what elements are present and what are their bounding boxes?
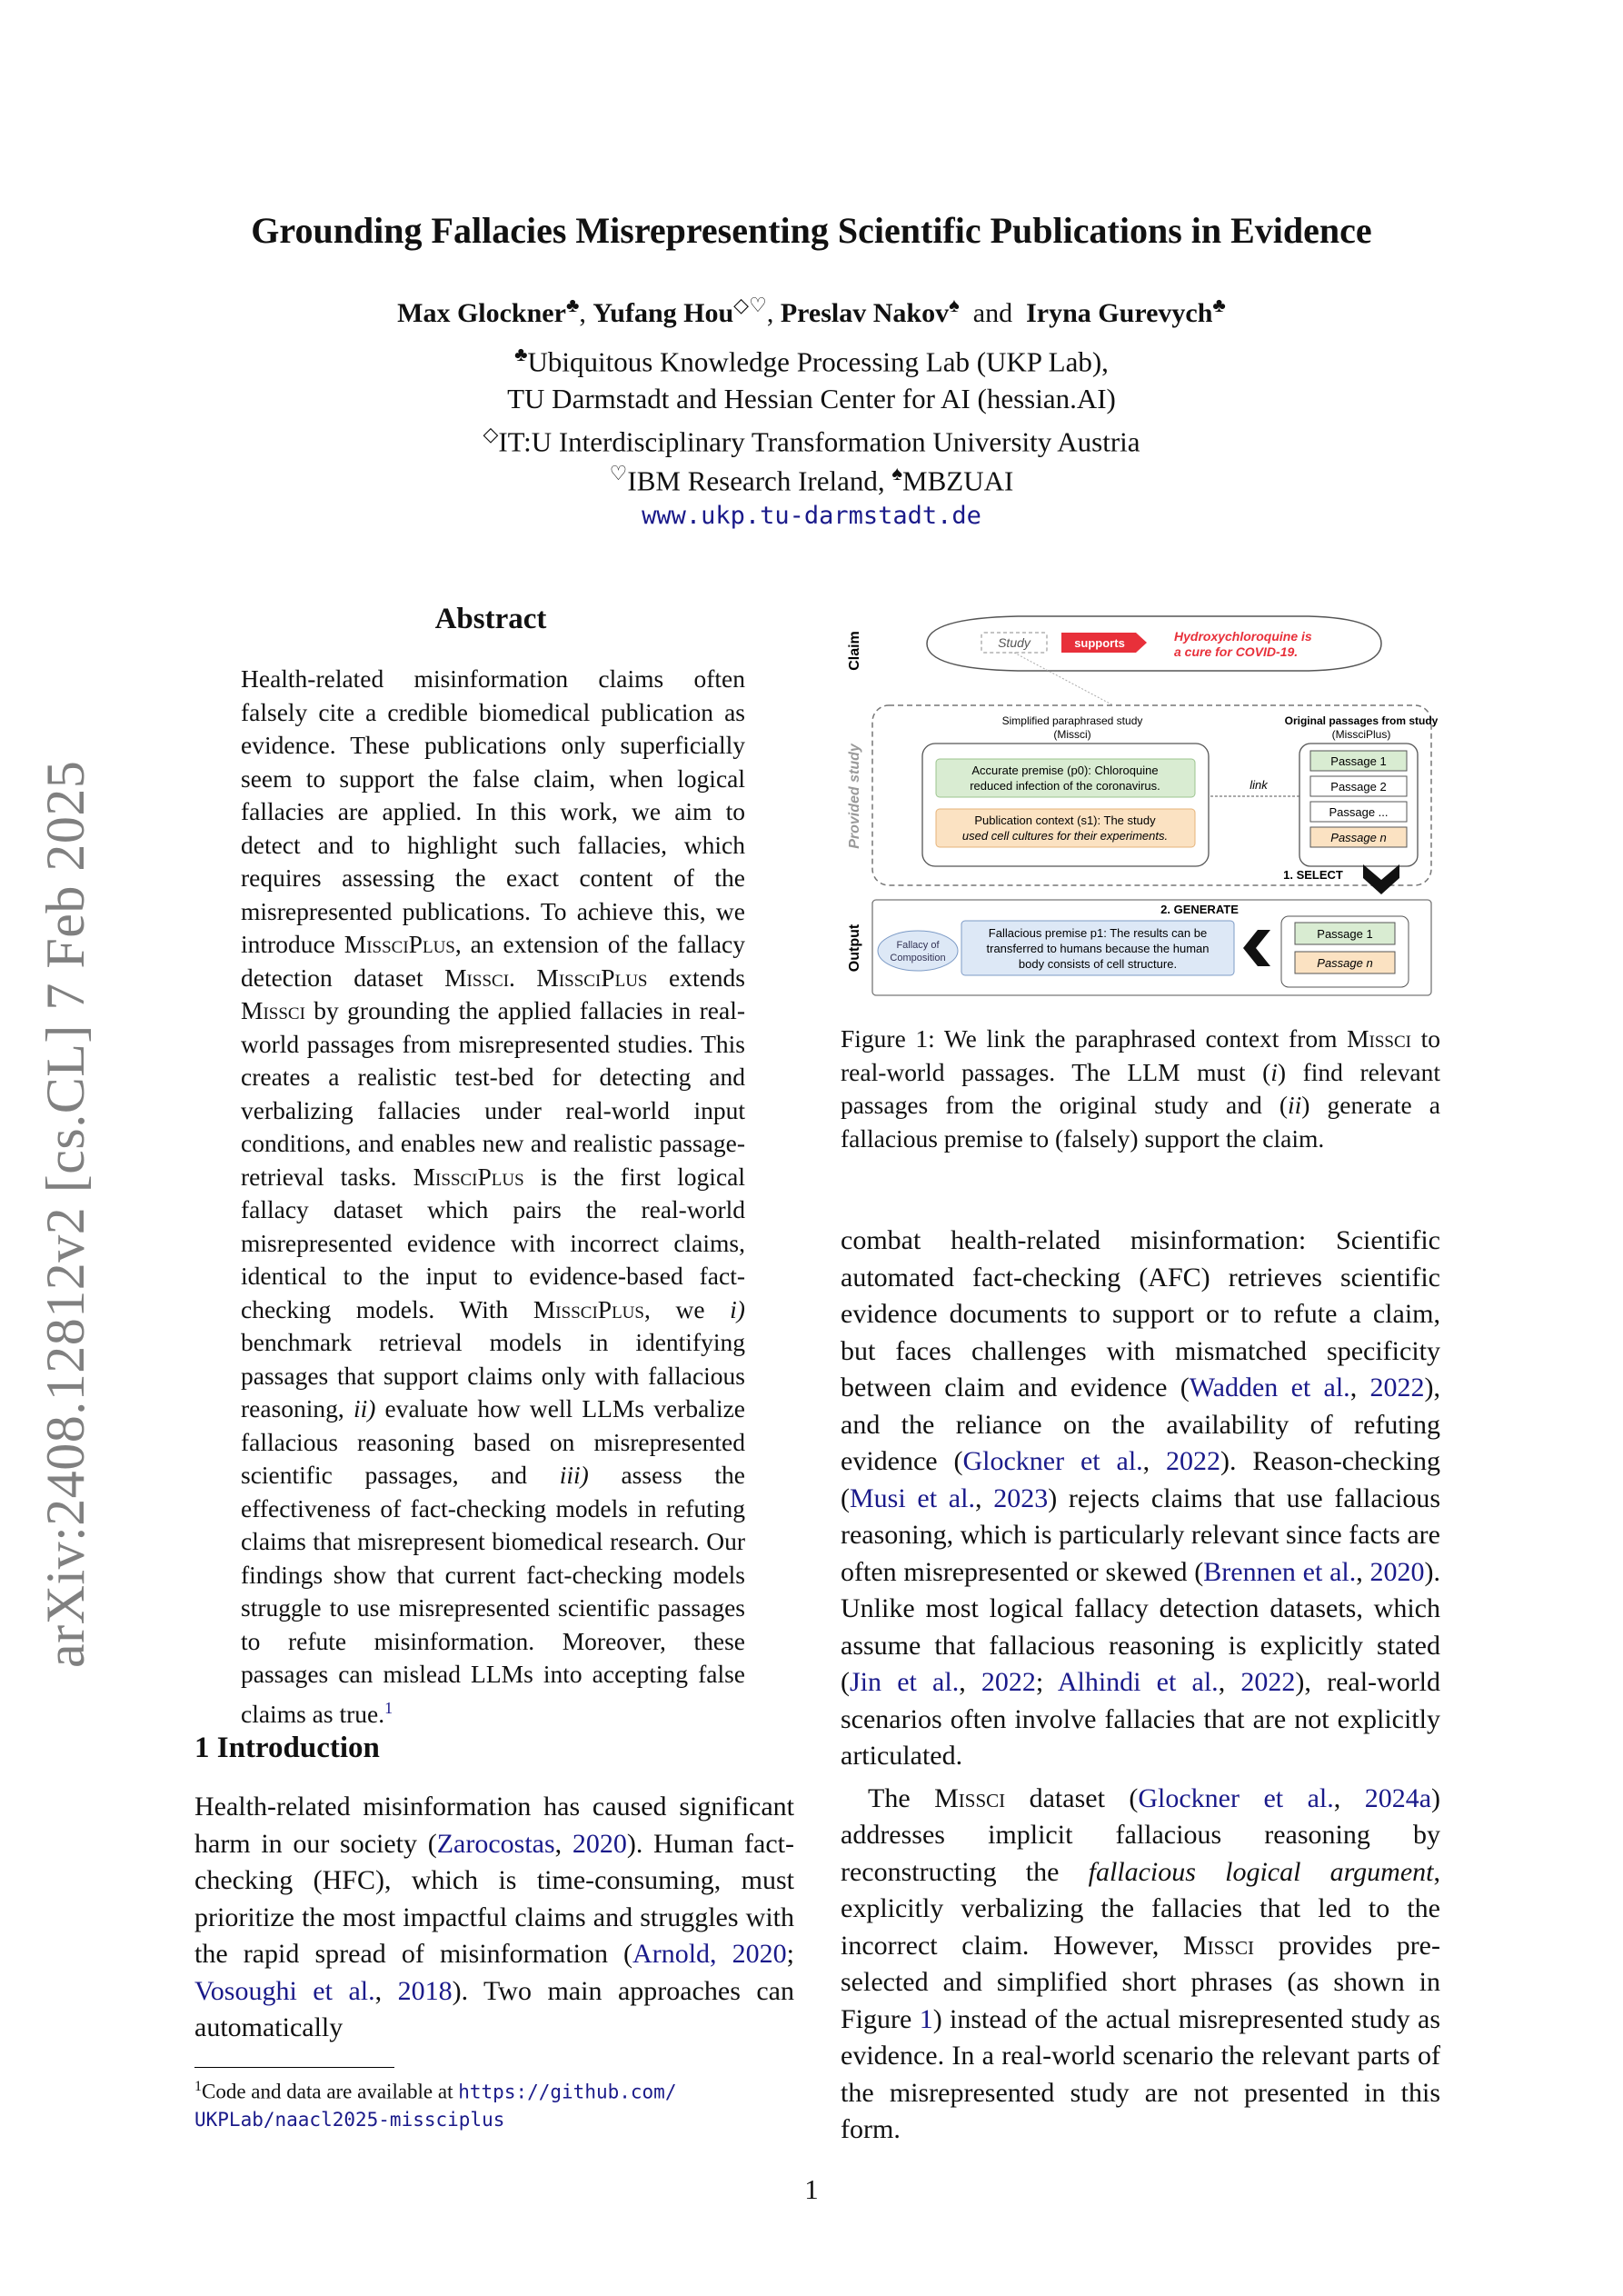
publication-context-2: used cell cultures for their experiments. (961, 829, 1169, 843)
study-label: Study (998, 635, 1031, 650)
passage-2: Passage 2 (1330, 780, 1387, 794)
arxiv-identifier: arXiv:2408.12812v2 [cs.CL] 7 Feb 2025 (35, 760, 95, 1668)
footnote: $^1$Code and data are available at https://github.com/ UKPLab/naacl2025-missciplus (194, 2079, 677, 2131)
fallacious-premise-3: body consists of cell structure. (1018, 957, 1178, 971)
abstract-heading: Abstract (434, 603, 547, 635)
section-heading-introduction: 1 Introduction (194, 1732, 380, 1764)
affiliation-line-4: ♡IBM Research Ireland, ♠MBZUAI (609, 462, 1014, 497)
passage-1: Passage 1 (1330, 754, 1387, 768)
supports-label: supports (1074, 636, 1125, 650)
figure-1-diagram (836, 607, 1445, 998)
claim-label: Claim (847, 631, 862, 671)
author-3: Preslav Nakov (780, 298, 950, 328)
fallacy-type-ellipse (878, 931, 958, 971)
fallacy-type-1: Fallacy of (896, 940, 940, 951)
out-passage-n: Passage n (1317, 956, 1373, 970)
provided-study-label: Provided study (847, 744, 862, 849)
abstract-body: Health-related misinformation claims often falsely cite a credible biomedical publication as evidence. These publications only superficially seem to support the false claim, when logical fallacies are applied. In this work, we aim to detect and to highlight such fallacies, which requires assessing the exact content of the misrepresented publications. To achieve this, we introduce MissciPlus, an extension of the fallacy detection dataset Missci. MissciPlus extends Missci by grounding the applied fallacies in real-world passages from misrepresented studies. This creates a realistic test-bed for detecting and verbalizing fallacies under real-world input conditions, and enables new and realistic passage-retrieval tasks. MissciPlus is the first logical fallacy dataset which pairs the real-world misrepresented evidence with incorrect claims, identical to the input to evidence-based fact-checking models. With MissciPlus, we i) benchmark retrieval models in identifying passages that support claims only with fallacious reasoning, ii) evaluate how well LLMs verbalize fallacious reasoning based on misrepresented scientific passages, and iii) assess the effectiveness of fact-checking models in refuting claims that misrepresent biomedical research. Our findings show that current fact-checking models struggle to use misrepresented scientific passages to refute misinformation. Moreover, these passages can mislead LLMs into accepting false claims as true.$^1$ (241, 664, 745, 1728)
page-number: 1 (804, 2173, 819, 2205)
fallacious-premise-2: transferred to humans because the human (986, 942, 1210, 955)
passage-dots: Passage ... (1329, 805, 1389, 819)
publication-context-1: Publication context (s1): The study (974, 814, 1156, 827)
output-label: Output (847, 923, 862, 973)
out-passage-1: Passage 1 (1317, 927, 1373, 941)
author-4: Iryna Gurevych (1026, 298, 1213, 328)
affiliation-line-3: ◇IT:U Interdisciplinary Transformation University Austria (483, 423, 1140, 458)
intro-right-column: combat health-related misinformation: Scientific automated fact-checking (AFC) retrieves scientific evidence documents to support or to refute a claim, but faces challenges with mismatched specificity between claim and evidence (Wadden et al., 2022), and the reliance on the availability of refuting evidence (Glockner et al., 2022). Reason-checking (Musi et al., 2023) rejects claims that use fallacious reasoning, which is particularly relevant since facts are often misrepresented or skewed (Brennen et al., 2020). Unlike most logical fallacy detection datasets, which assume that fallacious reasoning is explicitly stated (Jin et al., 2022; Alhindi et al., 2022), real-world scenarios often involve fallacies that are not explicitly articulated. The Missci dataset (Glockner et al., 2024a) addresses implicit fallacious reasoning by reconstructing the fallacious logical argument, explicitly verbalizing the fallacies that led to the incorrect claim. However, Missci provides pre-selected and simplified short phrases (as shown in Figure 1) instead of the actual misrepresented study as evidence. In a real-world scenario the relevant parts of the misrepresented study are not presented in this form. (841, 1225, 1441, 2144)
author-list: Max Glockner♣, Yufang Hou◇♡, Preslav Nakov♠ and Iryna Gurevych♣ (397, 294, 1226, 328)
figure-1-caption: Figure 1: We link the paraphrased context from Missci to real-world passages. The LLM must (i) find relevant passages from the original study and (ii) generate a fallacious premise to (falsely) support the claim. (841, 1024, 1440, 1153)
accurate-premise-2: reduced infection of the coronavirus. (970, 779, 1160, 793)
fallacious-premise-1: Fallacious premise p1: The results can be (988, 926, 1208, 940)
generate-label: 2. GENERATE (1160, 903, 1239, 916)
select-label: 1. SELECT (1283, 868, 1343, 882)
footnote-rule (194, 2067, 394, 2068)
lab-url[interactable]: www.ukp.tu-darmstadt.de (642, 502, 981, 530)
simplified-header: Simplified paraphrased study (1001, 714, 1143, 727)
intro-left-column: Health-related misinformation has caused significant harm in our society (Zarocostas, 2020). Human fact-checking (HFC), which is time-consuming, must prioritize the most impactful claims and struggles with the rapid spread of misinformation (Arnold, 2020; Vosoughi et al., 2018). Two main approaches can automatically (194, 1792, 794, 2042)
claim-text-1: Hydroxychloroquine is (1174, 629, 1312, 644)
affiliation-line-1: ♣Ubiquitous Knowledge Processing Lab (UKP Lab), (514, 343, 1109, 378)
author-2: Yufang Hou (592, 298, 734, 328)
footnote-link[interactable]: https://github.com/ (458, 2081, 677, 2103)
passage-n: Passage n (1330, 831, 1387, 844)
claim-text-2: a cure for COVID-19. (1174, 644, 1299, 659)
footnote-link-cont[interactable]: UKPLab/naacl2025-missciplus (194, 2108, 505, 2131)
original-sub: (MissciPlus) (1331, 728, 1391, 741)
affiliation-line-2: TU Darmstadt and Hessian Center for AI (hessian.AI) (507, 383, 1116, 414)
original-header: Original passages from study (1284, 714, 1439, 727)
link-label: link (1250, 778, 1268, 792)
simplified-sub: (Missci) (1053, 728, 1091, 741)
accurate-premise-1: Accurate premise (p0): Chloroquine (971, 764, 1159, 777)
author-1: Max Glockner (397, 298, 566, 328)
fallacy-type-2: Composition (890, 953, 946, 963)
paper-title: Grounding Fallacies Misrepresenting Scientific Publications in Evidence (251, 210, 1372, 251)
author-and: and (972, 298, 1013, 328)
